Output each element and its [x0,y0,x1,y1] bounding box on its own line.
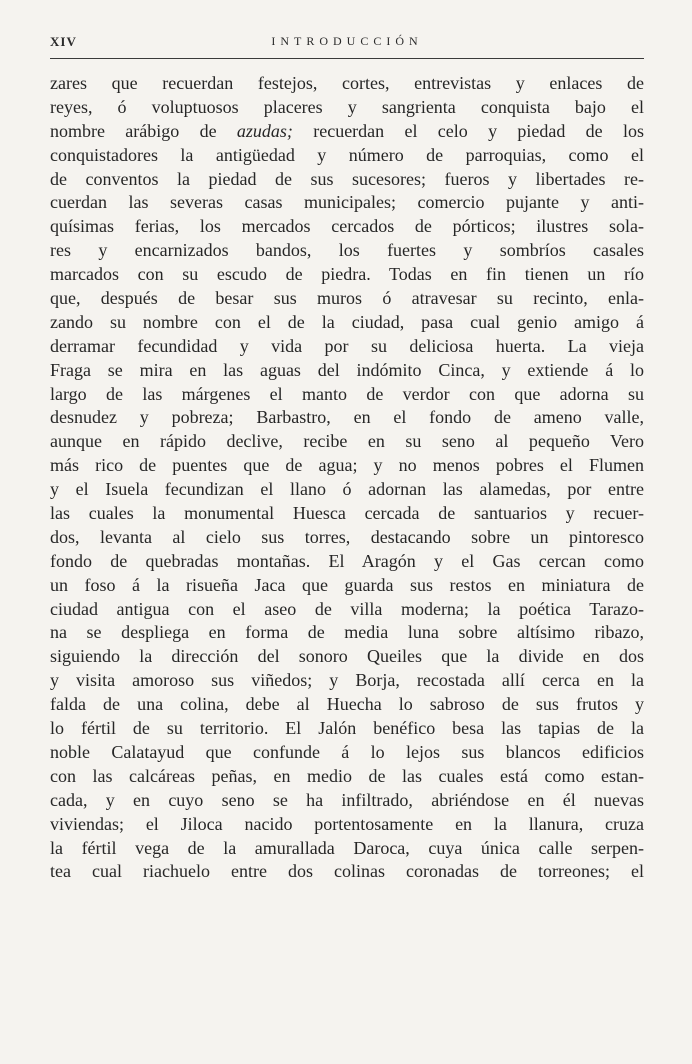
running-header [50,34,644,60]
text-line [50,860,644,884]
text-line [50,406,644,430]
text-segment: viviendas; el Jiloca nacido portentosamente en la llanura, cruza [50,813,644,834]
body-text [50,72,644,884]
text-line [50,693,644,717]
text-segment: las cuales la monumental Huesca cercada de santuarios y recuer- [50,503,644,524]
text-line [50,645,644,669]
italic-word: azudas; [236,120,293,141]
text-segment: con las calcáreas peñas, en medio de las cuales está como estan- [50,765,644,786]
text-line [50,215,644,239]
text-line [50,359,644,383]
text-line [50,550,644,574]
text-line [50,287,644,311]
text-segment: recuerdan el celo y piedad de los [292,120,644,141]
text-line [50,478,644,502]
text-segment: de conventos la piedad de sus sucesores; fueros y libertades re- [50,168,644,189]
text-segment: res y encarnizados bandos, los fuertes y sombríos casales [50,240,644,261]
text-segment: zando su nombre con el de la ciudad, pasa cual genio amigo á [50,311,644,332]
text-segment: Fraga se mira en las aguas del indómito Cinca, y extiende á lo [50,359,644,380]
text-line [50,526,644,550]
text-line [50,191,644,215]
text-segment: noble Calatayud que confunde á lo lejos sus blancos edificios [50,741,644,762]
text-line [50,813,644,837]
text-line [50,837,644,861]
header-rule [50,58,644,59]
text-line [50,789,644,813]
text-segment: derramar fecundidad y vida por su deliciosa huerta. La vieja [50,335,644,356]
text-line [50,717,644,741]
text-segment: falda de una colina, debe al Huecha lo sabroso de sus frutos y [50,694,644,715]
text-line [50,72,644,96]
text-segment: más rico de puentes que de agua; y no menos pobres el Flumen [50,455,644,476]
text-segment: reyes, ó voluptuosos placeres y sangrienta conquista bajo el [50,96,644,117]
text-segment: tea cual riachuelo entre dos colinas coronadas de torreones; el [50,861,644,882]
text-segment: na se despliega en forma de media luna sobre altísimo ribazo, [50,622,644,643]
text-line [50,574,644,598]
text-line [50,335,644,359]
text-line [50,120,644,144]
text-segment: desnudez y pobreza; Barbastro, en el fondo de ameno valle, [50,407,644,428]
text-segment: ciudad antigua con el aseo de villa moderna; la poética Tarazo- [50,598,644,619]
text-line [50,741,644,765]
text-line [50,502,644,526]
text-segment: aunque en rápido declive, recibe en su seno al pequeño Vero [50,431,644,452]
text-line [50,383,644,407]
text-line [50,598,644,622]
text-segment: un foso á la risueña Jaca que guarda sus restos en miniatura de [50,574,644,595]
text-segment: y el Isuela fecundizan el llano ó adornan las alamedas, por entre [50,479,644,500]
running-title: INTRODUCCIÓN [271,34,423,48]
text-segment: que, después de besar sus muros ó atravesar su recinto, enla- [50,288,644,309]
text-line [50,263,644,287]
text-line [50,96,644,120]
text-segment: siguiendo la dirección del sonoro Queiles que la divide en dos [50,646,644,667]
text-line [50,430,644,454]
text-segment: cada, y en cuyo seno se ha infiltrado, abriéndose en él nuevas [50,789,644,810]
text-line [50,144,644,168]
text-segment: zares que recuerdan festejos, cortes, entrevistas y enlaces de [50,73,644,93]
text-segment: fondo de quebradas montañas. El Aragón y el Gas cercan como [50,550,644,571]
text-segment: dos, levanta al cielo sus torres, destacando sobre un pintoresco [50,526,644,547]
text-line [50,168,644,192]
text-segment: cuerdan las severas casas municipales; comercio pujante y anti- [50,192,644,213]
text-segment: y visita amoroso sus viñedos; y Borja, recostada allí cerca en la [50,670,644,691]
text-segment: marcados con su escudo de piedra. Todas en fin tienen un río [50,264,644,285]
text-line [50,311,644,335]
page-number: XIV [50,34,77,49]
text-line [50,765,644,789]
text-line [50,239,644,263]
text-line [50,669,644,693]
text-segment: quísimas ferias, los mercados cercados de pórticos; ilustres sola- [50,216,644,237]
text-segment: conquistadores la antigüedad y número de parroquias, como el [50,144,644,165]
text-segment: largo de las márgenes el manto de verdor con que adorna su [50,383,644,404]
text-line [50,454,644,478]
text-segment: nombre arábigo de [50,120,237,141]
text-line [50,621,644,645]
text-segment: lo fértil de su territorio. El Jalón benéfico besa las tapias de la [50,718,644,739]
text-segment: la fértil vega de la amurallada Daroca, cuya única calle serpen- [50,837,644,858]
